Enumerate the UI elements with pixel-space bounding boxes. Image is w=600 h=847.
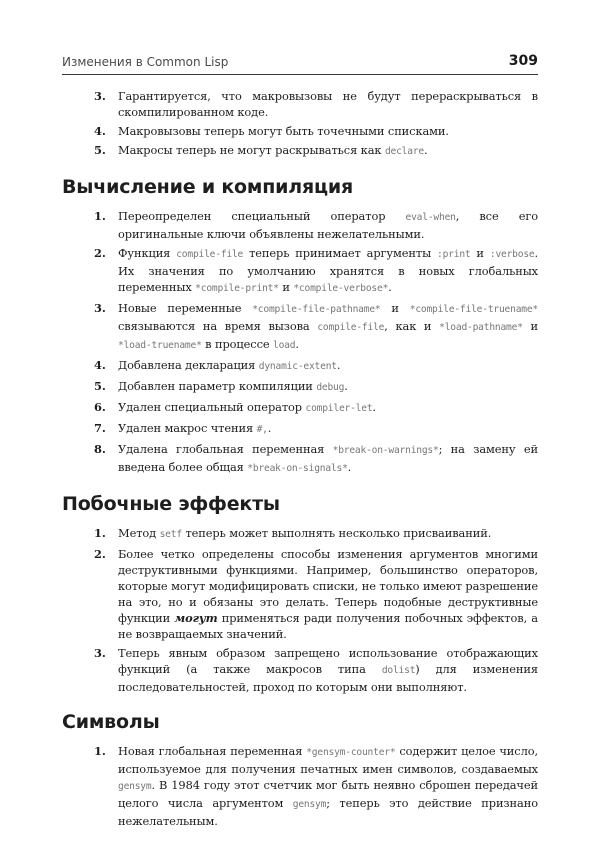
code-term: load <box>273 340 296 351</box>
item-text: , как и <box>384 319 440 333</box>
item-number: 5. <box>94 143 106 157</box>
code-term: *break-on-warnings* <box>332 445 439 456</box>
item-text: ; теперь это действие признано нежелательным. <box>118 796 538 828</box>
item-text: . <box>372 400 376 414</box>
item-number: 3. <box>94 646 106 660</box>
item-number: 3. <box>94 89 106 103</box>
list-item <box>62 645 538 695</box>
item-text: . <box>347 460 352 474</box>
item-text: . <box>423 143 428 157</box>
code-term: setf <box>159 529 182 540</box>
item-number: 7. <box>94 421 106 435</box>
item-number: 1. <box>94 526 106 540</box>
list-item <box>62 208 538 242</box>
item-text: . <box>344 379 348 393</box>
item-text: Переопределен специальный оператор <box>118 209 406 223</box>
code-term: *compile-file-pathname* <box>252 304 381 315</box>
code-term: dolist <box>381 665 416 676</box>
item-text: Теперь явным образом запрещено использование отображающих функций (а также макросов типа <box>118 646 538 676</box>
item-text: теперь может выполнять несколько присваиваний. <box>181 526 492 540</box>
item-text: Добавлена декларация <box>118 358 259 372</box>
item-text: Более четко определены способы изменения аргументов многими деструктивными функциями. Например, большинство операторов, которые могут модифицировать списки, не только имеют разрешение на это, но и обязаны это делать. Теперь подобные деструктивные функции <box>118 547 538 625</box>
item-text: и <box>470 246 490 260</box>
list-item <box>62 300 538 354</box>
list-item <box>62 546 538 642</box>
item-text: в процессе <box>201 337 274 351</box>
item-number: 1. <box>94 209 106 223</box>
item-text: Макросы теперь не могут раскрываться как <box>118 143 385 157</box>
item-text: , все его оригинальные ключи объявлены нежелательными. <box>118 209 538 241</box>
code-term: debug <box>316 382 345 393</box>
code-term: eval-when <box>405 212 456 223</box>
code-term: *break-on-signals* <box>247 463 348 474</box>
item-text: Метод <box>118 526 160 540</box>
list-item <box>62 399 538 417</box>
code-term: *load-truename* <box>118 340 202 351</box>
item-text: . <box>267 421 272 435</box>
code-term: compiler-let <box>305 403 373 414</box>
item-number: 4. <box>94 358 106 372</box>
side-effects-list <box>62 525 538 695</box>
page-body <box>62 88 538 832</box>
item-text: . <box>388 280 392 294</box>
item-text: теперь принимает аргументы <box>243 246 438 260</box>
item-text: Новые переменные <box>118 301 253 315</box>
item-text: и <box>380 301 410 315</box>
item-text: Гарантируется, что макровызовы не будут перераскрываться в скомпилированном коде. <box>118 89 538 119</box>
list-item <box>62 525 538 543</box>
code-term: *load-pathname* <box>439 322 523 333</box>
item-text: содержит целое число, используемое для получения печатных имен символов, создаваемых <box>118 744 538 776</box>
code-term: *gensym-counter* <box>306 747 396 758</box>
item-number: 2. <box>94 547 106 561</box>
running-title: Изменения в Common Lisp <box>62 55 229 69</box>
code-term: compile-file <box>176 249 244 260</box>
item-text: . <box>336 358 341 372</box>
running-header <box>62 52 538 75</box>
list-item <box>62 357 538 375</box>
item-number: 2. <box>94 246 106 260</box>
code-term: :print <box>437 249 471 260</box>
item-number: 4. <box>94 124 106 138</box>
continued-list <box>62 88 538 160</box>
code-term: :verbose <box>489 249 535 260</box>
code-term: *compile-print* <box>195 283 279 294</box>
list-item <box>62 743 538 829</box>
section-heading-evaluation: Вычисление и компиляция <box>62 176 353 198</box>
item-text: и <box>522 319 538 333</box>
item-text: . В 1984 году этот счетчик мог быть неявно сброшен передачей целого числа аргументом <box>118 778 538 810</box>
item-text: . <box>295 337 299 351</box>
code-term: dynamic-extent <box>258 361 337 372</box>
section-heading-symbols: Символы <box>62 711 160 733</box>
emphasis: могут <box>174 611 218 625</box>
code-term: declare <box>384 146 424 157</box>
item-number: 6. <box>94 400 106 414</box>
item-text: Новая глобальная переменная <box>118 744 307 758</box>
item-text: и <box>278 280 294 294</box>
code-term: *compile-file-truename* <box>409 304 538 315</box>
item-text: . Их значения по умолчанию хранятся в новых глобальных переменных <box>118 246 539 294</box>
item-text: Удалена глобальная переменная <box>118 442 333 456</box>
item-text: Функция <box>118 246 177 260</box>
item-text: применяться ради получения побочных эффектов, а не возвращаемых значений. <box>118 611 538 641</box>
list-item <box>62 420 538 438</box>
code-term: compile-file <box>317 322 385 333</box>
item-text: Удален специальный оператор <box>118 400 306 414</box>
page-number: 309 <box>508 53 538 69</box>
item-text: связываются на время вызова <box>118 319 318 333</box>
code-term: gensym <box>292 799 327 810</box>
list-item <box>62 123 538 139</box>
list-item <box>62 88 538 120</box>
list-item <box>62 441 538 477</box>
item-number: 1. <box>94 744 106 758</box>
item-number: 8. <box>94 442 106 456</box>
list-item <box>62 378 538 396</box>
list-item <box>62 142 538 160</box>
item-number: 3. <box>94 301 106 315</box>
code-term: *compile-verbose* <box>293 283 389 294</box>
section-heading-side-effects: Побочные эффекты <box>62 493 280 515</box>
evaluation-list <box>62 208 538 477</box>
code-term: gensym <box>118 781 152 792</box>
item-text: ; на замену ей введена более общая <box>118 442 539 474</box>
symbols-list <box>62 743 538 829</box>
item-text: ) для изменения последовательностей, проход по которым они выполняют. <box>118 662 538 694</box>
item-text: Удален макрос чтения <box>118 421 257 435</box>
item-text: Добавлен параметр компиляции <box>118 379 317 393</box>
item-number: 5. <box>94 379 106 393</box>
code-term: #, <box>256 424 268 435</box>
list-item <box>62 245 538 297</box>
item-text: Макровызовы теперь могут быть точечными списками. <box>118 124 449 138</box>
